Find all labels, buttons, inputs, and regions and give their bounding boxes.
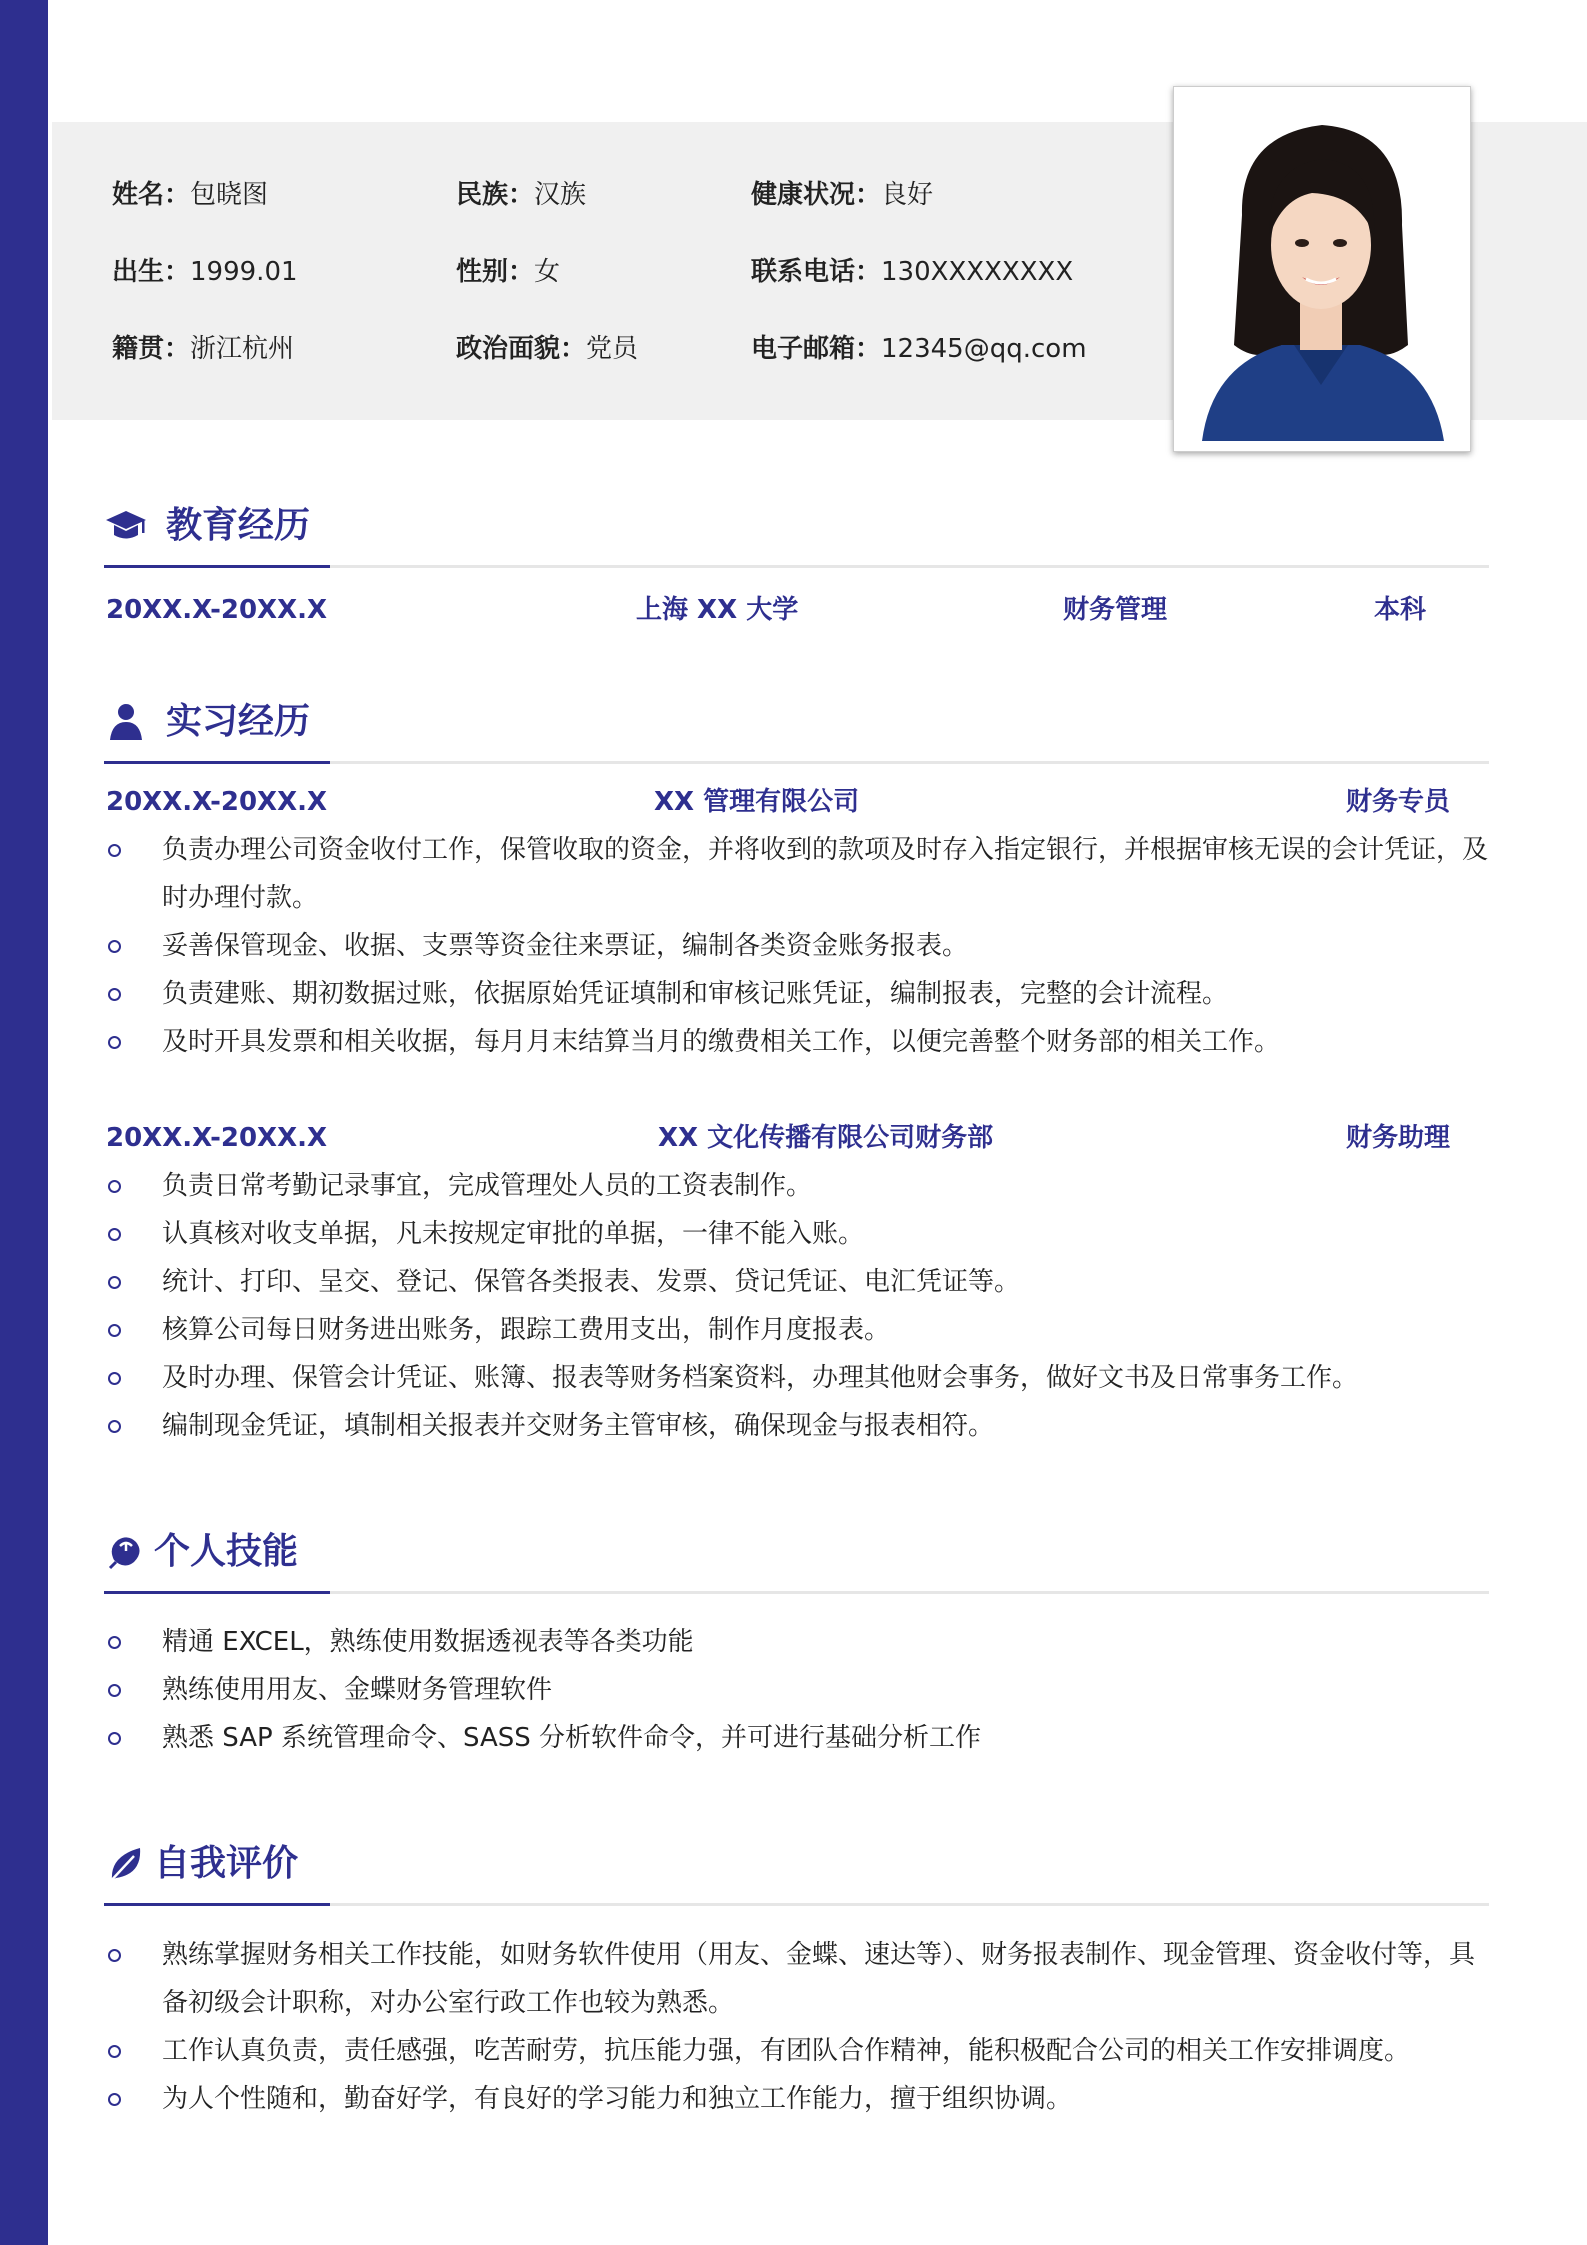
list-item: 负责日常考勤记录事宜，完成管理处人员的工资表制作。 xyxy=(106,1162,1496,1210)
section-divider xyxy=(104,1591,1489,1594)
list-item: 熟练掌握财务相关工作技能，如财务软件使用（用友、金蝶、速达等）、财务报表制作、现金管理、资金收付等，具备初级会计职称，对办公室行政工作也较为熟悉。 xyxy=(106,1931,1496,2027)
job-duties-list xyxy=(106,826,1496,1066)
list-item: 熟练使用用友、金蝶财务管理软件 xyxy=(106,1666,1496,1714)
mouse-icon xyxy=(104,1530,148,1574)
job-company: XX 文化传播有限公司财务部 xyxy=(658,1123,994,1153)
profile-photo xyxy=(1173,86,1471,452)
list-item: 编制现金凭证，填制相关报表并交财务主管审核，确保现金与报表相符。 xyxy=(106,1402,1496,1450)
list-item: 及时办理、保管会计凭证、账簿、报表等财务档案资料，办理其他财会事务，做好文书及日常事务工作。 xyxy=(106,1354,1496,1402)
education-degree: 本科 xyxy=(1374,595,1427,625)
job-role: 财务专员 xyxy=(1346,787,1451,817)
info-politics: 政治面貌：党员 xyxy=(456,334,639,364)
section-divider xyxy=(104,565,1489,568)
side-accent-bar xyxy=(0,0,48,2245)
job-company: XX 管理有限公司 xyxy=(654,787,860,817)
info-health: 健康状况：良好 xyxy=(751,180,934,210)
info-hometown: 籍贯：浙江杭州 xyxy=(112,334,295,364)
list-item: 负责建账、期初数据过账，依据原始凭证填制和审核记账凭证，编制报表，完整的会计流程。 xyxy=(106,970,1496,1018)
job-row xyxy=(106,1118,1491,1158)
section-title: 教育经历 xyxy=(166,505,311,546)
section-title: 个人技能 xyxy=(154,1531,299,1572)
graduation-cap-icon xyxy=(104,504,148,548)
education-date: 20XX.X-20XX.X xyxy=(106,595,328,625)
person-icon xyxy=(104,700,148,744)
skills-list xyxy=(106,1618,1496,1762)
section-divider xyxy=(104,761,1489,764)
section-title: 自我评价 xyxy=(154,1843,299,1884)
section-title: 实习经历 xyxy=(166,701,311,742)
list-item: 为人个性随和，勤奋好学，有良好的学习能力和独立工作能力，擅于组织协调。 xyxy=(106,2075,1496,2123)
info-birth: 出生：1999.01 xyxy=(112,257,298,287)
job-date: 20XX.X-20XX.X xyxy=(106,1123,328,1153)
leaf-icon xyxy=(104,1842,148,1886)
list-item: 精通 EXCEL，熟练使用数据透视表等各类功能 xyxy=(106,1618,1496,1666)
job-duties-list xyxy=(106,1162,1496,1450)
education-row xyxy=(106,590,1491,630)
education-major: 财务管理 xyxy=(1063,595,1168,625)
list-item: 核算公司每日财务进出账务，跟踪工费用支出，制作月度报表。 xyxy=(106,1306,1496,1354)
list-item: 统计、打印、呈交、登记、保管各类报表、发票、贷记凭证、电汇凭证等。 xyxy=(106,1258,1496,1306)
list-item: 工作认真负责，责任感强，吃苦耐劳，抗压能力强，有团队合作精神，能积极配合公司的相关工作安排调度。 xyxy=(106,2027,1496,2075)
job-row xyxy=(106,782,1491,822)
self-eval-list xyxy=(106,1931,1496,2123)
list-item: 妥善保管现金、收据、支票等资金往来票证，编制各类资金账务报表。 xyxy=(106,922,1496,970)
education-school: 上海 XX 大学 xyxy=(636,595,799,625)
info-name: 姓名：包晓图 xyxy=(112,180,269,210)
info-phone: 联系电话：130XXXXXXXX xyxy=(751,257,1074,287)
info-ethnicity: 民族：汉族 xyxy=(456,180,587,210)
section-divider xyxy=(104,1903,1489,1906)
job-date: 20XX.X-20XX.X xyxy=(106,787,328,817)
list-item: 及时开具发票和相关收据，每月月末结算当月的缴费相关工作，以便完善整个财务部的相关工作。 xyxy=(106,1018,1496,1066)
list-item: 熟悉 SAP 系统管理命令、SASS 分析软件命令，并可进行基础分析工作 xyxy=(106,1714,1496,1762)
list-item: 认真核对收支单据，凡未按规定审批的单据，一律不能入账。 xyxy=(106,1210,1496,1258)
job-role: 财务助理 xyxy=(1346,1123,1451,1153)
portrait-illustration xyxy=(1182,95,1460,441)
info-gender: 性别：女 xyxy=(456,257,561,287)
list-item: 负责办理公司资金收付工作，保管收取的资金，并将收到的款项及时存入指定银行，并根据审核无误的会计凭证，及时办理付款。 xyxy=(106,826,1496,922)
info-email: 电子邮箱：12345@qq.com xyxy=(751,334,1087,364)
